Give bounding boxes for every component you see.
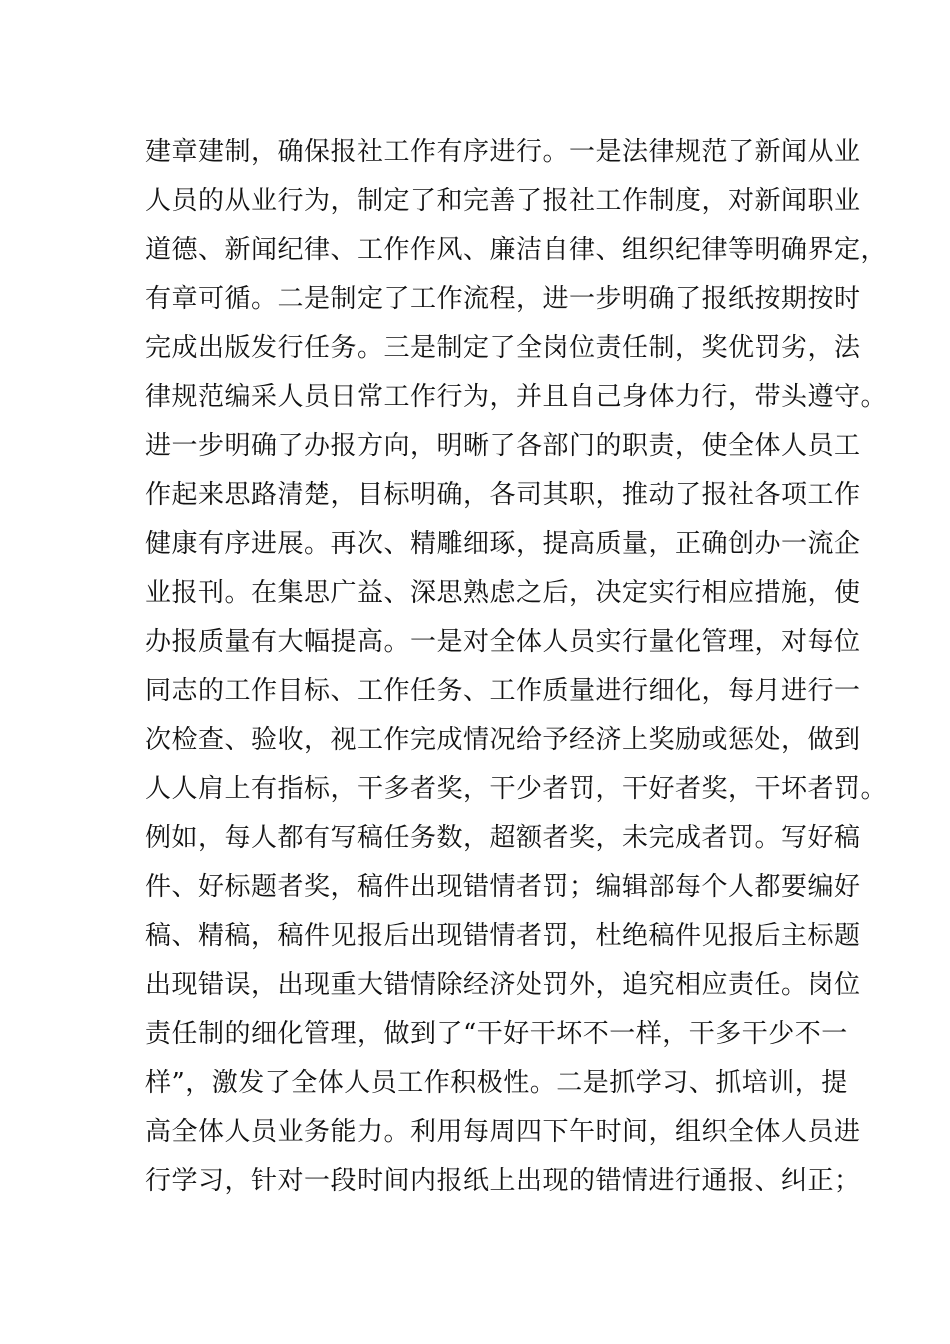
text-line: 办报质量有大幅提高。一是对全体人员实行量化管理，对每位 [145, 627, 861, 657]
text-line: 高全体人员业务能力。利用每周四下午时间，组织全体人员进 [145, 1117, 861, 1147]
text-line: 律规范编采人员日常工作行为，并且自己身体力行，带头遵守。 [145, 382, 888, 412]
text-line: 行学习，针对一段时间内报纸上出现的错情进行通报、纠正； [145, 1166, 861, 1196]
text-line: 稿、精稿，稿件见报后出现错情者罚，杜绝稿件见报后主标题 [145, 921, 861, 951]
body-text [145, 128, 888, 1206]
text-line: 作起来思路清楚，目标明确，各司其职，推动了报社各项工作 [145, 480, 861, 510]
text-line: 建章建制，确保报社工作有序进行。一是法律规范了新闻从业 [145, 137, 861, 167]
text-line: 出现错误，出现重大错情除经济处罚外，追究相应责任。岗位 [145, 970, 861, 1000]
text-line: 人员的从业行为，制定了和完善了报社工作制度，对新闻职业 [145, 186, 861, 216]
text-line: 道德、新闻纪律、工作作风、廉洁自律、组织纪律等明确界定， [145, 235, 888, 265]
text-line: 业报刊。在集思广益、深思熟虑之后，决定实行相应措施，使 [145, 578, 861, 608]
text-line: 健康有序进展。再次、精雕细琢，提高质量，正确创办一流企 [145, 529, 861, 559]
text-line: 完成出版发行任务。三是制定了全岗位责任制，奖优罚劣，法 [145, 333, 861, 363]
text-line: 样”，激发了全体人员工作积极性。二是抓学习、抓培训，提 [145, 1068, 848, 1098]
text-line: 次检查、验收，视工作完成情况给予经济上奖励或惩处，做到 [145, 725, 861, 755]
text-line: 同志的工作目标、工作任务、工作质量进行细化，每月进行一 [145, 676, 861, 706]
text-line: 进一步明确了办报方向，明晰了各部门的职责，使全体人员工 [145, 431, 861, 461]
text-line: 有章可循。二是制定了工作流程，进一步明确了报纸按期按时 [145, 284, 861, 314]
text-line: 人人肩上有指标，干多者奖，干少者罚，干好者奖，干坏者罚。 [145, 774, 888, 804]
text-line: 责任制的细化管理，做到了“干好干坏不一样，干多干少不一 [145, 1019, 848, 1049]
text-line: 例如，每人都有写稿任务数，超额者奖，未完成者罚。写好稿 [145, 823, 861, 853]
text-line: 件、好标题者奖，稿件出现错情者罚；编辑部每个人都要编好 [145, 872, 861, 902]
